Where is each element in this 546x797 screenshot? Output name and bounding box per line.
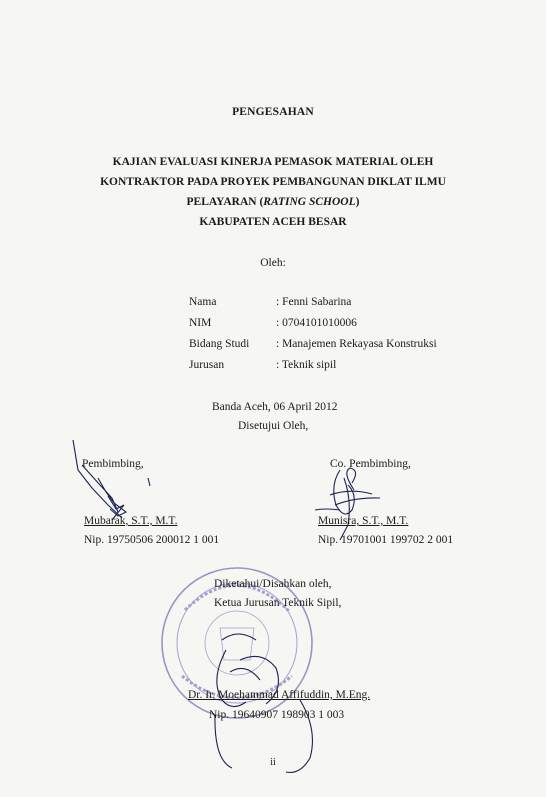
title-line-2: KONTRAKTOR PADA PROYEK PEMBANGUNAN DIKLAT ILMU <box>100 176 446 188</box>
left-signature <box>73 440 150 520</box>
title-line-1: KAJIAN EVALUASI KINERJA PEMASOK MATERIAL OLEH <box>112 156 434 168</box>
head-nip: Nip. 19640907 198903 1 003 <box>209 709 345 721</box>
field-value-dept: : Teknik sipil <box>276 359 337 371</box>
field-label-study: Bidang Studi <box>189 338 250 350</box>
title-line-3-suffix: ) <box>355 196 360 208</box>
page-number: ii <box>270 757 276 768</box>
page-heading: PENGESAHAN <box>232 106 314 118</box>
approved-label: Disetujui Oleh, <box>238 420 309 432</box>
left-signer-role: Pembimbing, <box>82 458 144 470</box>
field-label-name: Nama <box>189 296 217 308</box>
left-signer-nip: Nip. 19750506 200012 1 001 <box>84 534 220 546</box>
by-label: Oleh: <box>260 257 286 269</box>
title-line-3-italic: RATING SCHOOL <box>263 196 356 208</box>
field-value-nim: : 0704101010006 <box>276 317 357 329</box>
right-signer-role: Co. Pembimbing, <box>330 458 411 470</box>
title-line-4: KABUPATEN ACEH BESAR <box>199 216 347 228</box>
head-name: Dr. Ir. Moehammad Affifuddin, M.Eng. <box>188 689 371 701</box>
right-signer-name: Munisra, S.T., M.T. <box>318 515 409 527</box>
field-label-dept: Jurusan <box>189 359 225 371</box>
title-line-3-prefix: PELAYARAN ( <box>186 196 264 208</box>
acknowledged-label: Diketahui/Disahkan oleh, <box>214 578 332 590</box>
field-label-nim: NIM <box>189 317 212 329</box>
head-signature <box>215 634 313 772</box>
field-value-study: : Manajemen Rekayasa Konstruksi <box>276 338 437 350</box>
right-signer-nip: Nip. 19701001 199702 2 001 <box>318 534 454 546</box>
right-signature <box>315 468 380 540</box>
field-value-name: : Fenni Sabarina <box>276 296 352 308</box>
title-line-3 <box>0 192 546 212</box>
left-signer-name: Mubarak, S.T., M.T. <box>84 515 178 527</box>
head-role: Ketua Jurusan Teknik Sipil, <box>214 597 342 609</box>
document-title <box>0 152 546 232</box>
place-date: Banda Aceh, 06 April 2012 <box>212 401 338 413</box>
